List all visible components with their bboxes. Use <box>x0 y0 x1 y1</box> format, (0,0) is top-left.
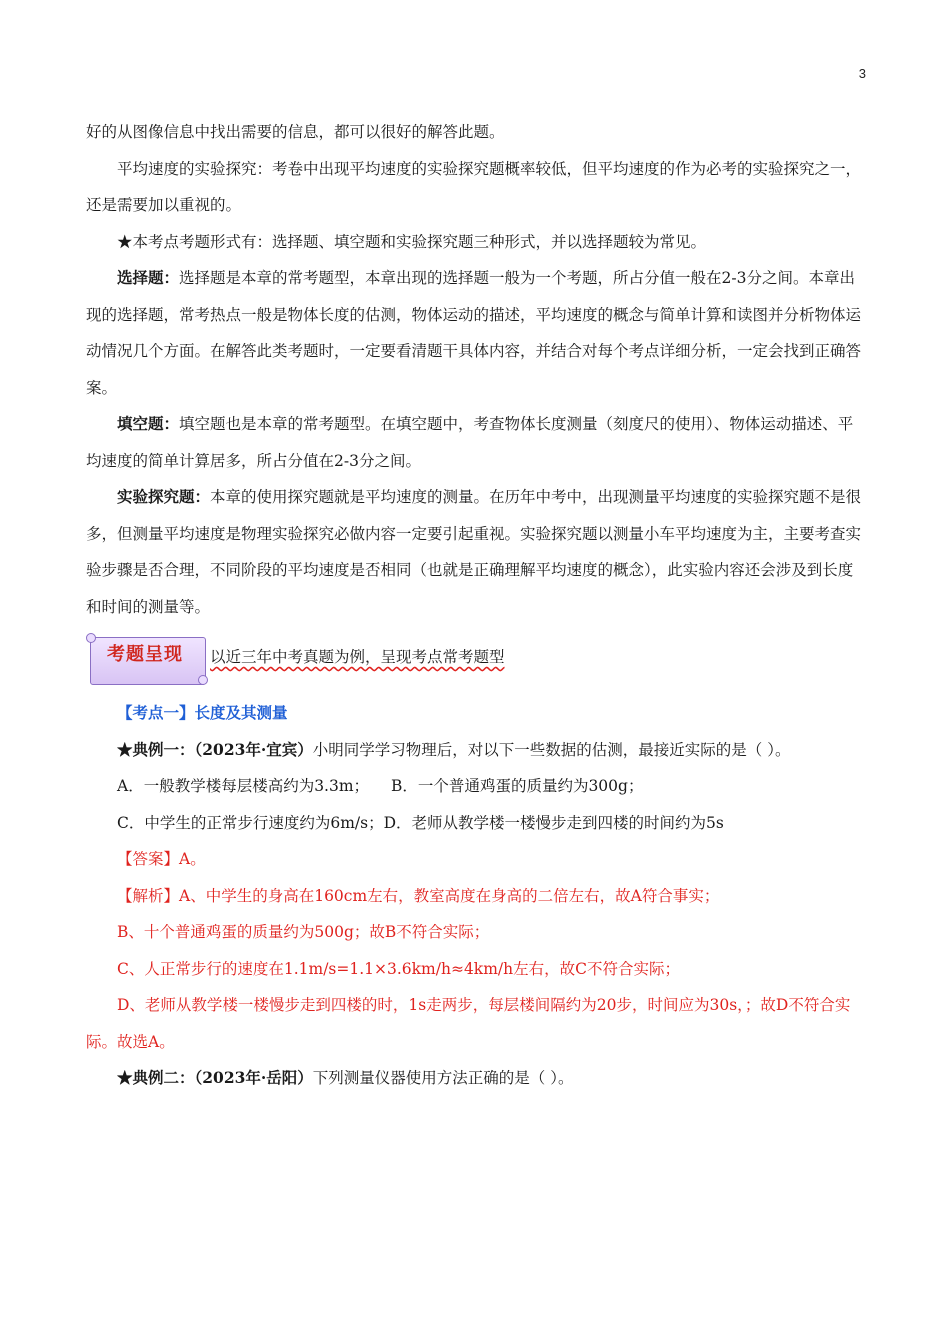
experiment-text: 本章的使用探究题就是平均速度的测量。在历年中考中，出现测量平均速度的实验探究题不是很多，但测量平均速度是物理实验探究必做内容一定要引起重视。实验探究题以测量小车平均速度为主，主要考查实验步骤是否合理，不同阶段的平均速度是否相同（也就是正确理解平均速度的概念），此实验内容还会涉及到长度和时间的测量等。 <box>86 488 862 616</box>
option-b: B．一个普通鸡蛋的质量约为300g； <box>391 777 644 795</box>
banner-label: 考题呈现 <box>107 644 183 665</box>
scroll-roll-icon <box>198 675 208 685</box>
fill-label: 填空题： <box>117 414 180 433</box>
document-body <box>86 114 864 1097</box>
example-1-question <box>86 732 864 769</box>
choice-text: 选择题是本章的常考题型，本章出现的选择题一般为一个考题，所占分值一般在2-3分之间。本章出现的选择题，常考热点一般是物体长度的估测，物体运动的描述，平均速度的概念与简单计算和读图并分析物体运动情况几个方面。在解答此类考题时，一定要看清题干具体内容，并结合对每个考点详细分析，一定会找到正确答案。 <box>86 269 862 397</box>
scroll-badge <box>86 631 208 687</box>
example-1-analysis-b: B、十个普通鸡蛋的质量约为500g；故B不符合实际； <box>117 923 490 941</box>
example-1-analysis-a <box>86 878 864 915</box>
page-number: 3 <box>858 66 866 81</box>
option-d: D．老师从教学楼一楼慢步走到四楼的时间约为5s <box>383 813 724 832</box>
example-1-label: ★典例一：（2023年·宜宾） <box>117 739 313 759</box>
fill-text: 填空题也是本章的常考题型。在填空题中，考查物体长度测量（刻度尺的使用）、物体运动描述、平均速度的简单计算居多，所占分值在2-3分之间。 <box>86 415 854 470</box>
option-a: A．一般教学楼每层楼高约为3.3m； <box>117 777 370 795</box>
option-c: C．中学生的正常步行速度约为6m/s； <box>117 813 384 832</box>
section-title: 【考点一】长度及其测量 <box>117 703 288 722</box>
paragraph-1: 好的从图像信息中找出需要的信息，都可以很好的解答此题。 <box>86 123 505 141</box>
scroll-roll-icon <box>86 633 96 643</box>
section-banner <box>86 631 864 687</box>
example-1-options-cd <box>86 805 864 842</box>
example-2-text: 下列测量仪器使用方法正确的是（ ）。 <box>312 1069 574 1087</box>
paragraph-choice-questions <box>86 260 864 406</box>
example-1-options-ab <box>86 768 864 805</box>
example-1-answer: 【答案】A。 <box>117 850 206 868</box>
analysis-a-text: A、中学生的身高在160cm左右，教室高度在身高的二倍左右，故A符合事实； <box>179 886 720 905</box>
experiment-label: 实验探究题： <box>117 487 211 506</box>
example-1-analysis-d: D、老师从教学楼一楼慢步走到四楼的时，1s走两步，每层楼间隔约为20步，时间应为30s，；故D不符合实际。故选A。 <box>86 996 851 1051</box>
choice-label: 选择题： <box>117 268 180 287</box>
example-2-question <box>86 1060 864 1097</box>
example-1-analysis-c: C、人正常步行的速度在1.1m/s=1.1×3.6km/h≈4km/h左右，故C不符合实际； <box>117 959 680 978</box>
analysis-label: 【解析】 <box>117 886 180 905</box>
paragraph-question-forms: ★本考点考题形式有：选择题、填空题和实验探究题三种形式，并以选择题较为常见。 <box>117 232 707 251</box>
example-2-label: ★典例二：（2023年·岳阳） <box>117 1068 313 1087</box>
banner-text: 以近三年中考真题为例，呈现考点常考题型 <box>210 648 505 666</box>
paragraph-fill-questions <box>86 406 864 479</box>
paragraph-experiment-questions <box>86 479 864 625</box>
paragraph-average-speed: 平均速度的实验探究：考卷中出现平均速度的实验探究题概率较低，但平均速度的作为必考的实验探究之一，还是需要加以重视的。 <box>86 159 862 214</box>
example-1-text: 小明同学学习物理后，对以下一些数据的估测，最接近实际的是（ ）。 <box>312 740 791 759</box>
